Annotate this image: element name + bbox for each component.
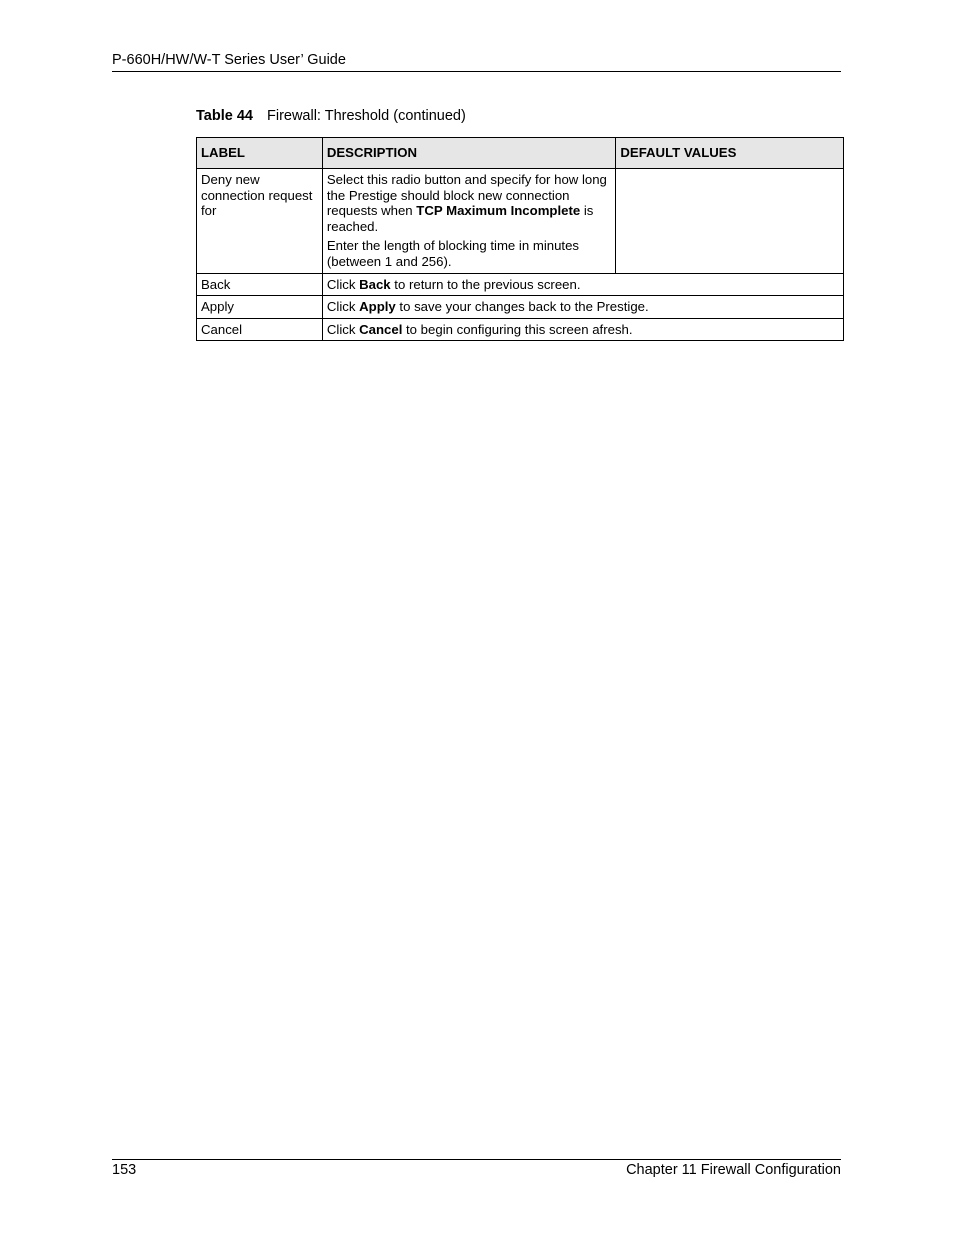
description-bold-term: Back (359, 276, 391, 292)
table-caption-title: Firewall: Threshold (continued) (266, 108, 466, 124)
description-text: is reached. (326, 203, 594, 234)
firewall-threshold-table (196, 137, 844, 341)
header-rule (112, 71, 841, 72)
description-text: to begin configuring this screen afresh. (402, 321, 633, 337)
row-description (322, 318, 843, 341)
table-caption (196, 108, 466, 124)
description-paragraph (327, 172, 612, 234)
table-row (197, 318, 844, 341)
description-bold-term: TCP Maximum Incomplete (416, 203, 581, 219)
row-description (322, 296, 843, 319)
description-text: to save your changes back to the Prestige. (395, 299, 649, 315)
row-description (322, 169, 616, 274)
description-text: Click (326, 321, 360, 337)
row-label: Cancel (197, 318, 323, 341)
table-caption-number: Table 44 (196, 108, 253, 124)
row-label: Apply (197, 296, 323, 319)
row-label: Deny new connection request for (197, 169, 323, 274)
column-header-default-values: DEFAULT VALUES (616, 138, 844, 169)
description-text: Click (326, 299, 360, 315)
column-header-label: LABEL (197, 138, 323, 169)
row-default-value (616, 169, 844, 274)
description-paragraph: Enter the length of blocking time in minutes (between 1 and 256). (326, 238, 580, 269)
row-label: Back (197, 273, 323, 296)
description-text: to return to the previous screen. (390, 276, 581, 292)
row-description (322, 273, 843, 296)
footer-rule (112, 1159, 841, 1160)
description-text: Click (326, 276, 360, 292)
description-bold-term: Cancel (359, 321, 403, 337)
table-header-row (197, 138, 844, 169)
description-text: Select this radio button and specify for how long the Prestige should block new connection requests when (326, 172, 607, 219)
page-number: 153 (112, 1162, 137, 1178)
table-row (197, 273, 844, 296)
table-row (197, 169, 844, 274)
running-header-title: P-660H/HW/W-T Series User’ Guide (112, 52, 346, 68)
column-header-description: DESCRIPTION (322, 138, 616, 169)
table-row (197, 296, 844, 319)
footer-chapter-title: Chapter 11 Firewall Configuration (626, 1162, 841, 1178)
description-bold-term: Apply (359, 299, 396, 315)
